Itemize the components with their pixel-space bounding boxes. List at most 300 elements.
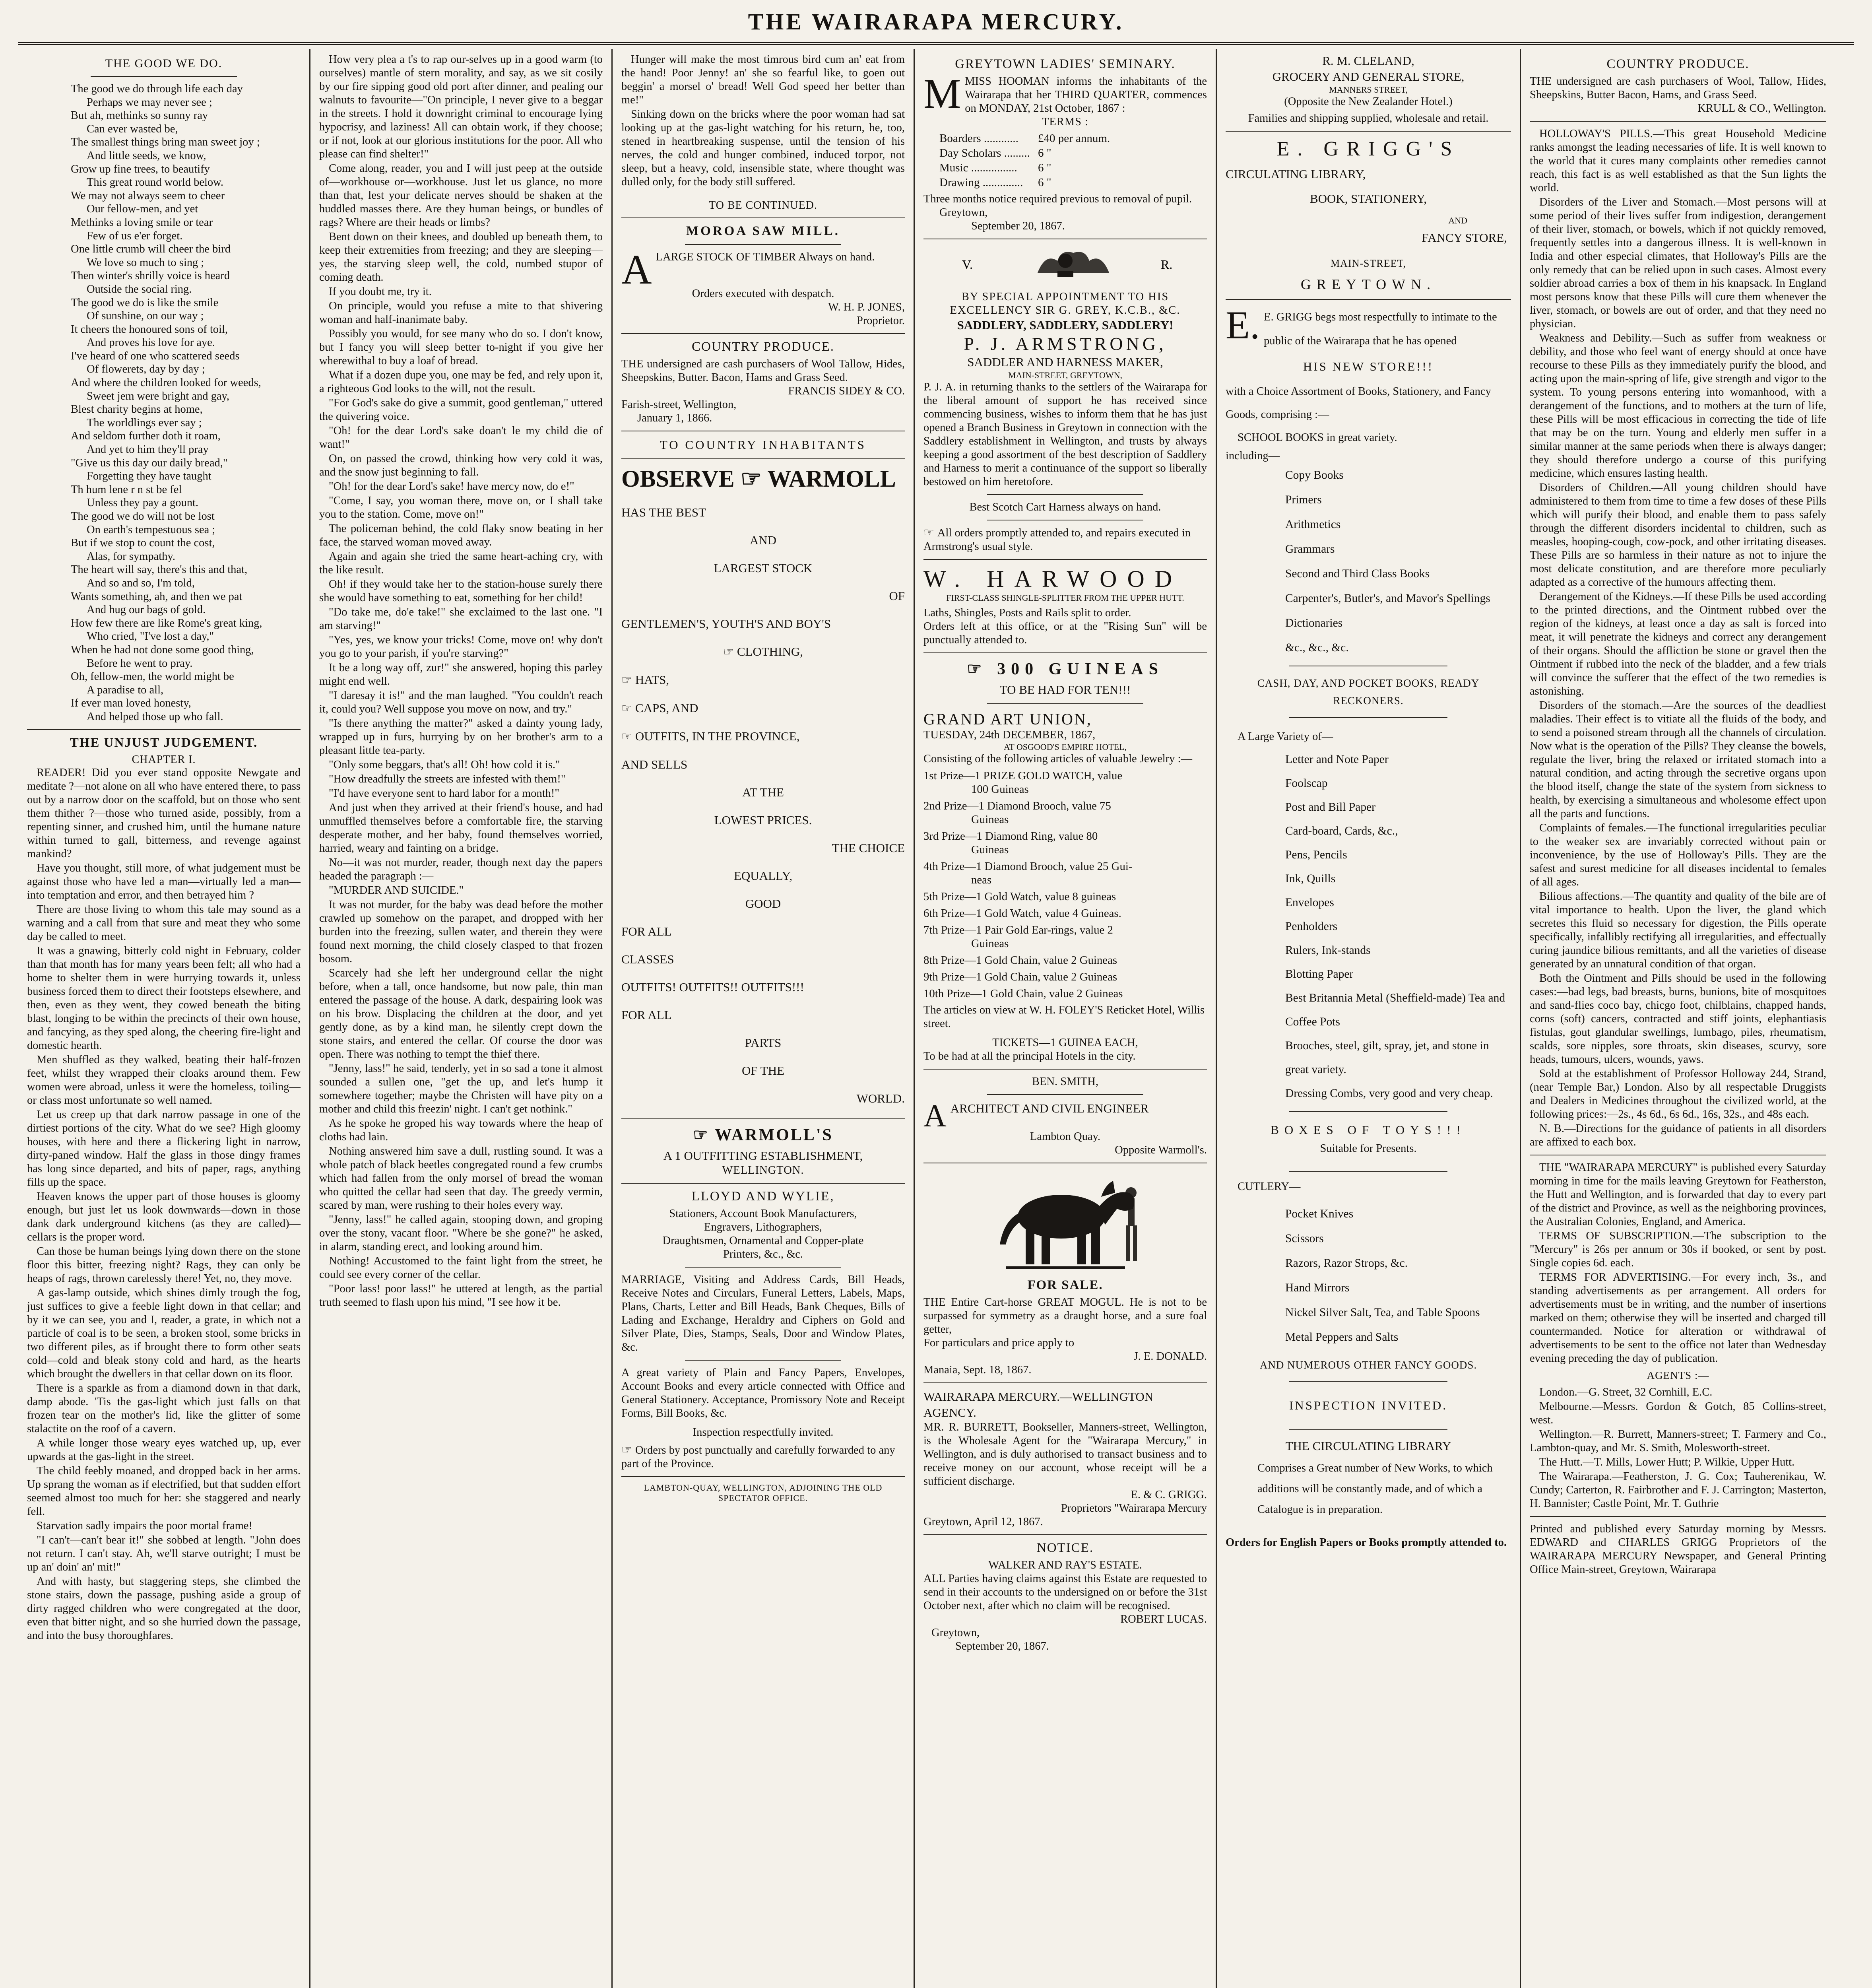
grigg-line2: BOOK, STATIONERY, <box>1309 192 1427 206</box>
warmoll-line <box>621 868 905 884</box>
divider <box>1289 1111 1447 1112</box>
school-item: &c., &c., &c. <box>1285 641 1349 654</box>
poem-line: This great round world below. <box>87 176 224 189</box>
warmoll-line-text: CLASSES <box>621 952 674 966</box>
produce1-addr: Farish-street, Wellington, <box>621 398 737 411</box>
armstrong-trade: SADDLER AND HARNESS MAKER, <box>967 355 1163 369</box>
notice-sub: WALKER AND RAY'S ESTATE. <box>988 1559 1142 1571</box>
prize-item <box>923 890 1207 903</box>
poem-line: It cheers the honoured sons of toil, <box>71 323 228 336</box>
poem-line: But ah, methinks so sunny ray <box>71 109 208 122</box>
poem-line: Methinks a loving smile or tear <box>71 216 213 229</box>
armstrong-saddlery: SADDLERY, SADDLERY, SADDLERY! <box>957 318 1174 332</box>
pointing-hand-icon: ☞ <box>621 702 632 715</box>
cutlery-item: Pocket Knives <box>1285 1208 1354 1220</box>
art-union-intro: Consisting of the following articles of valuable Jewelry :— <box>923 753 1192 765</box>
school-item: Grammars <box>1285 543 1335 555</box>
divider <box>1289 717 1447 718</box>
divider <box>621 1476 905 1477</box>
art-union-tickets: TICKETS—1 GUINEA EACH, <box>992 1037 1138 1049</box>
terms-row <box>935 131 1114 146</box>
story-paragraph: "Come, I say, you woman there, move on, or I shall take you to the station. Come, move on!" <box>319 495 603 520</box>
cleland-opposite: (Opposite the New Zealander Hotel.) <box>1284 95 1453 108</box>
cutlery-item: Scissors <box>1285 1232 1324 1245</box>
pointing-hand-icon: ☞ <box>621 1443 632 1456</box>
terms-row <box>935 146 1114 161</box>
poem-line: Oh, fellow-men, the world might be <box>71 670 234 683</box>
story-paragraph: There are those living to whom this tale may sound as a warning and a call from that sure and meat they who some day be called to meet. <box>27 903 301 943</box>
paper-item: Card-board, Cards, &c., <box>1285 825 1398 837</box>
lloyd-body2: A great variety of Plain and Fancy Papers, Envelopes, Account Books and every article connected with Office and General Stationery. Acceptance, Promissory Note and Receipt Forms, Bill Books, &c. <box>621 1367 905 1419</box>
paper-item: Letter and Note Paper <box>1285 753 1389 766</box>
pointing-hand-icon: ☞ <box>621 674 632 687</box>
poem-line: Forgetting they have taught <box>87 470 211 483</box>
warmoll-lines <box>621 505 905 1107</box>
warmoll-line <box>621 812 905 828</box>
story-paragraph: "MURDER AND SUICIDE." <box>329 884 464 897</box>
armstrong-appointment: BY SPECIAL APPOINTMENT TO HIS EXCELLENCY SIR G. GREY, K.C.B., &C. <box>950 291 1181 316</box>
story-paragraph: "Do take me, do'e take!" she exclaimed to the last one. "I am starving!" <box>319 606 603 632</box>
warmoll-footer-name: ☞ WARMOLL'S <box>693 1126 833 1144</box>
divider <box>987 1094 1143 1095</box>
warmoll-line <box>621 1063 905 1079</box>
printed-notice: Printed and published every Saturday morning by Messrs. EDWARD and CHARLES GRIGG Proprietors of the WAIRARAPA MERCURY Newspaper, and General Printing Office Main-street, Greytown, Wairarapa <box>1530 1523 1826 1576</box>
paper-item: Ink, Quills <box>1285 872 1336 885</box>
prize-sub: Guineas <box>971 937 1009 950</box>
story-paragraph: "I can't—can't bear it!" she sobbed at length. "John does not return. I can't stay. Ah, we'll starve outright; I must be up an' doin' an' mit!" <box>27 1534 301 1573</box>
art-union-subtitle: TO BE HAD FOR TEN!!! <box>999 683 1131 697</box>
harwood-body: Laths, Shingles, Posts and Rails split to order. <box>923 607 1131 619</box>
warmoll-line-text: GOOD <box>745 897 781 911</box>
story-paragraph: Have you thought, still more, of what judgement must be against those who have led a man—virtually led a man—into temptation and error, and then betrayed him ? <box>27 862 301 901</box>
terms-price: 6 " <box>1038 176 1051 189</box>
terms-item: Day Scholars ......... <box>939 147 1030 159</box>
poem-line: The smallest things bring man sweet joy ; <box>71 136 260 149</box>
warmoll-line-text: LARGEST STOCK <box>714 561 813 575</box>
notice-body: ALL Parties having claims against this Estate are requested to send in their accounts to the undersigned on or before the 31st October next, after which no claim will be recognised. <box>923 1573 1207 1612</box>
cleland-name: R. M. CLELAND, <box>1322 54 1414 68</box>
chapter-heading: CHAPTER I. <box>132 753 196 766</box>
poem-line: The good we do will not be lost <box>71 510 215 522</box>
poem-line: The good we do is like the smile <box>71 296 219 309</box>
story-paragraph: Again and again she tried the same heart-aching cry, with the like result. <box>319 550 603 576</box>
notice-place: Greytown, <box>931 1627 980 1639</box>
warmoll-line-text: FOR ALL <box>621 1008 672 1022</box>
produce2-body: THE undersigned are cash purchasers of Wool, Tallow, Hides, Sheepskins, Butter Bacon, Hams, and Grass Seed. <box>1530 75 1826 101</box>
poem-line: The worldlings ever say ; <box>87 416 202 429</box>
school-item: Primers <box>1285 493 1322 506</box>
royal-crest-icon <box>938 245 1193 285</box>
poem-line: And little seeds, we know, <box>87 149 206 162</box>
story-paragraph: It was not murder, for the baby was dead before the mother crawled up somehow on the parapet, and dropped with her burden into the freezing, sullen water, and therein they were found next morning, the child closely clasped to that frozen bosom. <box>319 899 603 965</box>
school-item: Second and Third Class Books <box>1285 567 1430 580</box>
school-item: Carpenter's, Butler's, and Mavor's Spellings <box>1285 592 1490 605</box>
grigg-dropcap: E. <box>1226 303 1260 347</box>
grigg-inspection: INSPECTION INVITED. <box>1289 1398 1448 1412</box>
story-paragraph: "Yes, yes, we know your tricks! Come, move on! why don't you go to your parish, if you're starving?" <box>319 634 603 660</box>
prize-main: 4th Prize—1 Diamond Brooch, value 25 Gui- <box>923 860 1133 873</box>
pointing-hand-icon: ☞ <box>621 730 632 743</box>
armstrong-body: P. J. A. in returning thanks to the settlers of the Wairarapa for the liberal amount of support he has received since commencing business, wishes to inform them that he has just opened a Branch Business in Greytown in connection with the Saddlery establishment in Wellington, and trusts by always keeping a good assortment of the best description of Saddlery and Harness to merit a continuance of the support so liberally bestowed on him heretofore. <box>923 381 1207 488</box>
seminary-terms-table <box>935 131 1114 190</box>
school-item: Copy Books <box>1285 469 1344 481</box>
terms-item: Boarders ............ <box>939 132 1018 145</box>
divider <box>923 559 1207 560</box>
agency-body: MR. R. BURRETT, Bookseller, Manners-street, Wellington, is the Wholesale Agent for the "Wairarapa Mercury," in Wellington, and is duly authorised to transact business and to receive money on our account, whose receipt will be a sufficient discharge. <box>923 1421 1207 1487</box>
story-paragraph: Come along, reader, you and I will just peep at the outside of—workhouse or—workhouse. Just let us glance, no more than that, lest your delicate nerves should be shaken at the huddled masses there. Are they human beings, or bundles of rags? Where are their heads or limbs? <box>319 162 603 229</box>
prize-item <box>923 907 1207 920</box>
grigg-fancy: AND NUMEROUS OTHER FANCY GOODS. <box>1259 1359 1477 1371</box>
moroa-dropcap: A <box>621 246 652 293</box>
agents-label: AGENTS :— <box>1647 1369 1709 1381</box>
grigg-cash: CASH, DAY, AND POCKET BOOKS, READY RECKONERS. <box>1257 677 1480 707</box>
divider <box>1289 1381 1447 1382</box>
grigg-line3: AND <box>1448 215 1467 225</box>
art-union-title: ☞ 300 GUINEAS <box>966 660 1164 678</box>
poem-line: We love so much to sing ; <box>87 256 204 269</box>
warmoll-header: TO COUNTRY INHABITANTS <box>660 438 867 452</box>
horse-place: Manaia, Sept. 18, 1867. <box>923 1364 1032 1376</box>
seminary-title: GREYTOWN LADIES' SEMINARY. <box>955 57 1176 71</box>
poem-line: I've heard of one who scattered seeds <box>71 349 240 362</box>
divider <box>621 333 905 334</box>
harwood-name: W. HARWOOD <box>923 566 1183 592</box>
crest-right: R. <box>1160 257 1172 272</box>
poem-line: Wants something, ah, and then we pat <box>71 590 242 603</box>
moroa-title: MOROA SAW MILL. <box>686 224 840 238</box>
holloway-ad <box>1530 127 1826 1149</box>
terms-price: 6 " <box>1038 147 1051 159</box>
poem-line: And hug our bags of gold. <box>87 604 206 616</box>
holloway-paragraph: Bilious affections.—The quantity and quality of the bile are of vital importance to health. Upon the liver, the gland which secretes this fluid so necessary for digestion, the Pills operate specifically, infallibly rectifying all irregularities, and effectually curing jaundice bilious remittants, and all the varieties of disease generated by an unnatural condition of that organ. <box>1530 890 1826 970</box>
smith-addr1: Lambton Quay. <box>1030 1130 1101 1143</box>
poem-line: And so and so, I'm told, <box>87 577 195 589</box>
horse-title: FOR SALE. <box>1027 1278 1103 1292</box>
school-item: Dictionaries <box>1285 617 1343 629</box>
grigg-intro: E. GRIGG begs most respectfully to intimate to the public of the Wairarapa that he has opened <box>1264 311 1497 347</box>
warmoll-line <box>621 896 905 912</box>
smith-trade-row <box>923 1099 1207 1134</box>
paper-item: Brooches, steel, gilt, spray, jet, and stone in great variety. <box>1285 1039 1489 1076</box>
moroa-sig: W. H. P. JONES, <box>828 301 905 313</box>
warmoll-line <box>621 700 905 716</box>
grigg-toys-sub: Suitable for Presents. <box>1320 1142 1417 1155</box>
prize-main: 7th Prize—1 Pair Gold Ear-rings, value 2 <box>923 924 1113 936</box>
column-4 <box>915 49 1217 1988</box>
school-items <box>1226 463 1511 660</box>
prize-sub: neas <box>971 874 992 886</box>
seminary-body: MISS HOOMAN informs the inhabitants of the Wairarapa that her THIRD QUARTER, commences on MONDAY, 21st October, 1867 : <box>965 75 1207 115</box>
story-paragraph: And just when they arrived at their friend's house, and had unmuffled themselves before a comfortable fire, the starving desperate mother, and her baby, found themselves worried, harried, weary and fainting on a bridge. <box>319 802 603 854</box>
cutlery-item: Nickel Silver Salt, Tea, and Table Spoons <box>1285 1306 1480 1319</box>
prize-sub: Guineas <box>971 843 1009 856</box>
warmoll-line <box>621 757 905 773</box>
lloyd-body: MARRIAGE, Visiting and Address Cards, Bill Heads, Receive Notes and Circulars, Funeral Letters, Labels, Maps, Plans, Charts, Letter and Bill Heads, Bank Cheques, Bills of Lading and Exchange, Heraldry and Ciphers on Gold and Silver Plate, Dies, Stamps, Seals, Door and Window Plates, &c. <box>621 1274 905 1353</box>
prize-list <box>923 769 1207 1000</box>
lloyd-orders-row <box>621 1443 905 1471</box>
warmoll-line-text: GENTLEMEN'S, YOUTH'S AND BOY'S <box>621 617 831 631</box>
story-paragraph: Starvation sadly impairs the poor mortal frame! <box>37 1519 252 1532</box>
holloway-paragraph: N. B.—Directions for the guidance of patients in all disorders are affixed to each box. <box>1530 1122 1826 1148</box>
divider <box>923 1534 1207 1535</box>
holloway-paragraph: Disorders of the Liver and Stomach.—Most persons will at some period of their lives suffer from indigestion, derangement of their liver, stomach, or bowels, which if not quickly removed, frequently settles into a dangerous illness. It is well-known in India and other especial climates, that Holloway's Pills are the only remedy that can be relied upon in such cases. Almost every soldier abroad carries a box of them in his knapsack. In England most persons know that these Pills will cure them whenever the liver, stomach, or bowels are out of order, and that they need no physician. <box>1530 196 1826 330</box>
grigg-intro-wrap <box>1226 305 1511 353</box>
divider <box>1530 1516 1826 1517</box>
paper-item: Penholders <box>1285 920 1338 933</box>
warmoll-line-text: HAS THE BEST <box>621 505 706 519</box>
warmoll-line <box>621 644 905 660</box>
produce2-sig: KRULL & CO., Wellington. <box>1697 102 1826 115</box>
mercury-paragraph: TERMS OF SUBSCRIPTION.—The subscription to the "Mercury" is 26s per annum or 30s if booked, or sent by post. Single copies 6d. each. <box>1530 1230 1826 1269</box>
story-paragraph: And with hasty, but staggering steps, she climbed the stone stairs, down the passage, pushing aside a group of dirty ragged children who were congregated at the door, even that bitter night, and so she hurried down the passage, and into the busy thoroughfares. <box>27 1575 301 1642</box>
warmoll-line-text: OF <box>889 589 905 603</box>
divider <box>621 1183 905 1184</box>
story-paragraph: READER! Did you ever stand opposite Newgate and meditate ?—not alone on all who have entered there, to pass out by a narrow door on the scaffold, but on those who sent them thither ?—those who turned aside, possibly, from a repenting sinner, and crushed him, until the humane nature within turned to gall, bitterness, and revenge against mankind? <box>27 766 301 860</box>
grigg-including: including— <box>1226 450 1280 462</box>
column-5 <box>1217 49 1521 1988</box>
story-paragraph: It was a gnawing, bitterly cold night in February, colder than that month has for many years been felt; all who had a home to shelter them in were hurrying towards it, unless business forced them to direct their footsteps elsewhere, and then, even as they went, they cowed beneath the biting blast, longing to be within the precincts of their own house, and fancying, as they sped along, the cheering fire-light and domestic hearth. <box>27 944 301 1052</box>
story-paragraph: Bent down on their knees, and doubled up beneath them, to keep their extremities from freezing; and they are sleeping—yes, the starving sleep well, the cold, numbed stupor of coming death. <box>319 231 603 283</box>
art-union-venue: AT OSGOOD'S EMPIRE HOTEL, <box>1003 742 1127 752</box>
masthead: THE WAIRARAPA MERCURY. <box>748 9 1124 35</box>
holloway-paragraph: Sold at the establishment of Professor Holloway 244, Strand, (near Temple Bar,) London. Also by all respectable Druggists and Dealers in Medicines throughout the civilized world, at the following prices:—2s., 4s 6d., 6s 6d., 16s, 32s., and 48s each. <box>1530 1068 1826 1120</box>
warmoll-line <box>621 840 905 856</box>
prize-item <box>923 799 1207 826</box>
story-paragraph: What if a dozen dupe you, one may be fed, and rely upon it, a righteous God looks to the will, not the result. <box>319 369 603 395</box>
terms-item: Drawing .............. <box>939 176 1023 189</box>
poem-line: Th hum lene r n st be fel <box>71 483 182 496</box>
story-paragraph: How very plea a t's to rap our-selves up in a good warm (to ourselves) mantle of stern morality, and say, as we sit cosily by our fire sipping good old port after dinner, and pealing our walnuts to favourite—"On principle, I never give to a beggar in the streets. I hold it downright criminal to encourage lying hypocrisy, and laziness! All can obtain work, if they choose; or if not, look at our glorious institutions for the poor. All who please can find shelter!" <box>319 53 603 160</box>
column-3 <box>613 49 915 1988</box>
crest-left: V. <box>962 257 973 272</box>
story-paragraph: "I'd have everyone sent to hard labor for a month!" <box>329 787 559 800</box>
warmoll-line <box>621 532 905 548</box>
divider <box>621 458 905 459</box>
cutlery-item: Razors, Razor Strops, &c. <box>1285 1257 1408 1270</box>
poem-line: And where the children looked for weeds, <box>71 377 261 389</box>
warmoll-name: WARMOLL <box>767 466 896 492</box>
cleland-trade: GROCERY AND GENERAL STORE, <box>1272 70 1465 83</box>
divider <box>923 1382 1207 1383</box>
poem-line: Perhaps we may never see ; <box>87 96 212 109</box>
seminary-body-wrap <box>923 70 1207 117</box>
prize-item <box>923 987 1207 1000</box>
seminary-terms-label: TERMS : <box>1042 116 1089 128</box>
agent-entry: The Wairarapa.—Featherston, J. G. Cox; Tauherenikau, W. Cundy; Carterton, R. Fairbrother and F. J. Carrington; Masterton, H. Bannister; Castle Point, Mr. T. Guthrie <box>1530 1470 1826 1510</box>
poem-line: But if we stop to count the cost, <box>71 537 215 549</box>
column-6 <box>1521 49 1835 1988</box>
holloway-paragraph: Disorders of the stomach.—Are the sources of the deadliest maladies. Their effect is to vitiate all the fluids of the body, and to send a poisoned stream through all the channels of circulation. Now what is the operation of the Pills? They cleanse the bowels, regulate the liver, bring the relaxed or irritated stomach into a natural condition, and acting through the secretive organs upon the blood itself, change the state of the system from sickness to health, by exercising a simultaneous and wholesome effect upon all the parts and functions. <box>1530 699 1826 820</box>
lloyd-line: Draughtsmen, Ornamental and Copper-plate <box>662 1235 864 1247</box>
story-paragraph: Oh! if they would take her to the station-house surely there she would have something to eat, something for her child! <box>319 578 603 604</box>
lloyd-address: LAMBTON-QUAY, WELLINGTON, ADJOINING THE OLD SPECTATOR OFFICE. <box>644 1483 883 1503</box>
warmoll-footer-city: WELLINGTON. <box>722 1164 804 1176</box>
story-paragraph: If you doubt me, try it. <box>329 285 432 298</box>
poem-line: We may not always seem to cheer <box>71 189 225 202</box>
poem-line: When he had not done some good thing, <box>71 643 254 656</box>
mercury-paragraph: THE "WAIRARAPA MERCURY" is published every Saturday morning in time for the mails leaving Greytown for Featherston, the Hutt and Wellington, and is forwarded that day to every part of the district and Province, as well as the neighboring provinces, the Australian Colonies, England, and America. <box>1530 1161 1826 1228</box>
story-paragraph: Nothing! Accustomed to the faint light from the street, he could see every corner of the cellar. <box>319 1255 603 1281</box>
divider <box>987 494 1143 495</box>
warmoll-line <box>621 728 905 745</box>
story-col1 <box>27 766 301 1642</box>
seminary-notice: Three months notice required previous to removal of pupil. <box>923 193 1192 205</box>
art-union-view: The articles on view at W. H. FOLEY'S Reticket Hotel, Willis street. <box>923 1004 1205 1030</box>
grigg-toys: BOXES OF TOYS!!! <box>1271 1123 1466 1137</box>
divider <box>1289 1429 1447 1430</box>
armstrong-orders-row <box>923 526 1207 553</box>
prize-main: 10th Prize—1 Gold Chain, value 2 Guineas <box>923 987 1123 1000</box>
divider <box>27 729 301 730</box>
warmoll-line-text: OF THE <box>741 1064 785 1077</box>
story-paragraph: No—it was not murder, reader, though next day the papers headed the paragraph :— <box>319 856 603 882</box>
agency-date: Greytown, April 12, 1867. <box>923 1516 1043 1528</box>
paper-items <box>1226 747 1511 1105</box>
story-paragraph: "I daresay it is!" and the man laughed. "You couldn't reach it, could you? Well suppose you move on now, and try." <box>319 689 603 715</box>
produce1-body: THE undersigned are cash purchasers of Wool Tallow, Hides, Sheepskins, Butter. Bacon, Hams and Grass Seed. <box>621 358 905 384</box>
paper-item: Best Britannia Metal (Sheffield-made) Tea and Coffee Pots <box>1285 992 1505 1028</box>
warmoll-line <box>621 1091 905 1107</box>
poem-line: A paradise to all, <box>87 683 164 696</box>
grigg-with: with a Choice Assortment of Books, Stationery, and Fancy Goods, comprising :— <box>1226 385 1491 421</box>
poem-line: Blest charity begins at home, <box>71 403 203 416</box>
warmoll-line-text: AT THE <box>742 785 784 799</box>
divider <box>987 703 1143 704</box>
horse-sig: J. E. DONALD. <box>1133 1350 1207 1363</box>
warmoll-line-text: OUTFITS! OUTFITS!! OUTFITS!!! <box>621 980 804 994</box>
poem-line: Few of us e'er forget. <box>87 229 183 242</box>
story-paragraph: Men shuffled as they walked, beating their half-frozen feet, whilst they wrapped their cloaks around them. Few women were abroad, unless it were the homeless, toiling—or class most unfortunate so well named. <box>27 1053 301 1107</box>
art-union-title-text: 300 GUINEAS <box>997 660 1164 678</box>
story-paragraph: Hunger will make the most timrous bird cum an' eat from the hand! Poor Jenny! an' she so fearful like, to goen out beggin' a morsel o' bread! Well God speed her better than me!" <box>621 53 905 106</box>
story-col2 <box>319 53 603 1309</box>
warmoll-line-text: FOR ALL <box>621 924 672 938</box>
divider <box>685 1360 841 1361</box>
terms-price: £40 per annum. <box>1038 132 1110 145</box>
notice-sig: ROBERT LUCAS. <box>1120 1613 1207 1625</box>
horse-body: THE Entire Cart-horse GREAT MOGUL. He is not to be surpassed for symmetry as a draught horse, and a sure foal getter, <box>923 1296 1207 1336</box>
prize-main: 2nd Prize—1 Diamond Brooch, value 75 <box>923 800 1111 812</box>
produce2-title: COUNTRY PRODUCE. <box>1606 57 1750 71</box>
warmoll-line-text: LOWEST PRICES. <box>714 813 812 827</box>
poem-line: The heart will say, there's this and that, <box>71 563 248 576</box>
story-paragraph: Nothing answered him save a dull, rustling sound. It was a whole patch of black beetles congregated round a few crumbs which had fallen from the only morsel of bread the woman who quitted the cellar had seen that day. The greedy vermin, scared by man, were rushing to their holes every way. <box>319 1145 603 1211</box>
story-paragraph: "Oh! for the dear Lord's sake! have mercy now, do e!" <box>329 480 574 493</box>
divider <box>91 76 237 77</box>
divider <box>1289 1171 1447 1172</box>
story-paragraph: "Poor lass! poor lass!" he uttered at length, as the partial truth seemed to flash upon his mind, "I see how it be. <box>319 1283 603 1309</box>
prize-main: 6th Prize—1 Gold Watch, value 4 Guineas. <box>923 907 1121 920</box>
cutlery-item: Hand Mirrors <box>1285 1281 1350 1294</box>
moroa-body <box>621 246 905 293</box>
smith-name: BEN. SMITH, <box>1032 1076 1099 1088</box>
mercury-paragraph: TERMS FOR ADVERTISING.—For every inch, 3s., and standing advertisements as per arrangement. All orders for advertisements must be in writing, and the number of insertions marked on them; otherwise they will be inserted and charged till countermanded. Notice for alteration or withdrawal of advertisements to be sent to the office not later than Wednesday evening preceding the day of publication. <box>1530 1271 1826 1365</box>
story-paragraph: It be a long way off, zur!" she answered, hoping this parley might end well. <box>319 662 603 687</box>
warmoll-line-text: HATS, <box>635 673 669 687</box>
pointing-hand-icon: ☞ <box>723 645 734 658</box>
story-paragraph: Possibly you would, for see many who do so. I don't know, but I fancy you will sleep better to-night if you give her wherewithal to buy a loaf of bread. <box>319 328 603 367</box>
warmoll-line <box>621 560 905 576</box>
poem-line: How few there are like Rome's great king, <box>71 617 262 629</box>
moroa-line2: Orders executed with despatch. <box>692 287 834 300</box>
warmoll-line <box>621 672 905 688</box>
cleland-body: Families and shipping supplied, wholesale and retail. <box>1248 112 1489 124</box>
holloway-paragraph: Disorders of Children.—All young children should have administered to them from time to time a few doses of these Pills which will purify their blood, and enable them to pass safely through the different disorders incidental to children, such as measles, hooping-cough, cow-pock, and other irritating diseases. These Pills are so harmless in their nature as not to injure the most delicate constitution, and are therefore more peculiarly adapted as a corrective of the humours affecting them. <box>1530 481 1826 588</box>
divider <box>1226 131 1511 132</box>
paper-item: Dressing Combs, very good and very cheap. <box>1285 1087 1493 1100</box>
warmoll-line-text: OUTFITS, IN THE PROVINCE, <box>635 729 800 743</box>
warmoll-line <box>621 924 905 940</box>
warmoll-line <box>621 1035 905 1051</box>
seminary-dropcap: M <box>923 70 961 117</box>
cart-horse-icon <box>982 1169 1149 1272</box>
prize-main: 5th Prize—1 Gold Watch, value 8 guineas <box>923 890 1116 903</box>
warmoll-line-text: AND <box>749 533 777 547</box>
story-paragraph: A gas-lamp outside, which shines dimly trough the fog, just suffices to give a feeble light down in that cellar; and by it we can see, you and I, reader, a grate, in which not a particle of coal is to be seen, a broken stool, some bricks in two different piles, as if brought there to form other seats cold—cold and bleak stony cold and hard, as the hearts which brought the dwellers in that cellar down on its floor. <box>27 1286 301 1380</box>
notice-date: September 20, 1867. <box>955 1640 1049 1652</box>
divider <box>621 217 905 218</box>
story-paragraph: There is a sparkle as from a diamond down in that dark, damp abode. 'Tis the gas-light which just falls on that frozen tear on the mother's lid, like the glitter of some stalactite on the roof of a cavern. <box>27 1382 301 1435</box>
story-paragraph: On principle, would you refuse a mite to that shivering woman and half-inanimate baby. <box>319 300 603 326</box>
story-paragraph: The policeman behind, the cold flaky snow beating in her face, the starved woman moved away. <box>319 522 603 548</box>
column-1 <box>18 49 310 1988</box>
warmoll-line-text: THE CHOICE <box>832 841 905 855</box>
warmoll-observe-row <box>621 465 905 493</box>
agent-entry: Wellington.—R. Burrett, Manners-street; T. Farmery and Co., Lambton-quay, and Mr. S. Smith, Molesworth-street. <box>1530 1428 1826 1454</box>
cutlery-item: Metal Peppers and Salts <box>1285 1331 1399 1343</box>
divider <box>621 1118 905 1119</box>
produce1-title: COUNTRY PRODUCE. <box>692 340 834 354</box>
school-item: Arithmetics <box>1285 518 1341 531</box>
prize-item <box>923 769 1207 796</box>
poem-lines <box>27 82 301 724</box>
warmoll-line <box>621 979 905 995</box>
story-paragraph: Scarcely had she left her underground cellar the night before, when a tall, once handsome, but now pale, thin man entered the passage of the house. A dark, despairing look was on his brow. Displacing the children at the door, and yet gently done, as by a kind man, he silently crept down the stone stairs, and entered the cellar. Of course the door was open. There was nothing to tempt the thief there. <box>319 967 603 1060</box>
art-union-name: GRAND ART UNION, <box>923 710 1092 728</box>
lloyd-inspection: Inspection respectfully invited. <box>693 1426 834 1439</box>
warmoll-line-text: AND SELLS <box>621 757 688 771</box>
prize-sub: Guineas <box>971 813 1009 826</box>
story-col3 <box>621 53 905 189</box>
poem-line: Sweet jem were bright and gay, <box>87 390 230 402</box>
warmoll-line <box>621 616 905 632</box>
poem-line: Can ever wasted be, <box>87 122 178 135</box>
story-paragraph: "Only some beggars, that's all! Oh! how cold it is." <box>329 759 560 771</box>
armstrong-orders: All orders promptly attended to, and repairs executed in Armstrong's usual style. <box>923 527 1191 553</box>
poem-line: Then winter's shrilly voice is heard <box>71 270 230 282</box>
story-paragraph: "Is there anything the matter?" asked a dainty young lady, wrapped up in furs, hurrying by on her brother's arm to a pleasant little tea-party. <box>319 717 603 757</box>
story-paragraph: Heaven knows the upper part of those houses is gloomy enough, but just let us look downwards—down in those dank dark underground kitchens (as they are called)—cellars is the proper word. <box>27 1190 301 1243</box>
agents-list <box>1530 1386 1826 1510</box>
mercury-notice <box>1530 1161 1826 1365</box>
poem-line: Before he went to pray. <box>87 657 193 670</box>
seminary-place: Greytown, <box>939 206 988 219</box>
prize-main: 3rd Prize—1 Diamond Ring, value 80 <box>923 830 1098 843</box>
story-paragraph: Let us creep up that dark narrow passage in one of the dirtiest portions of the city. What do we see? High gloomy houses, with here and there a flickering light in narrow, dirty-paned window. Half the glass in those dingy frames has long since departed, and bits of paper, rags, anything fills up the space. <box>27 1108 301 1188</box>
prize-main: 9th Prize—1 Gold Chain, value 2 Guineas <box>923 971 1117 983</box>
grigg-town: GREYTOWN. <box>1300 276 1436 292</box>
masthead-rule <box>18 42 1854 45</box>
warmoll-footer-text: WARMOLL'S <box>715 1126 833 1144</box>
divider <box>685 1267 841 1268</box>
smith-addr2: Opposite Warmoll's. <box>1115 1144 1207 1156</box>
pointing-hand-icon: ☞ <box>923 526 934 539</box>
grigg-line1: CIRCULATING LIBRARY, <box>1226 167 1366 181</box>
story-paragraph: On, on passed the crowd, thinking how very cold it was, and the snow just beginning to fall. <box>319 452 603 478</box>
smith-trade: ARCHITECT AND CIVIL ENGINEER <box>950 1101 1149 1115</box>
warmoll-line <box>621 951 905 967</box>
art-union-tickets2: To be had at all the principal Hotels in the city. <box>923 1050 1136 1062</box>
